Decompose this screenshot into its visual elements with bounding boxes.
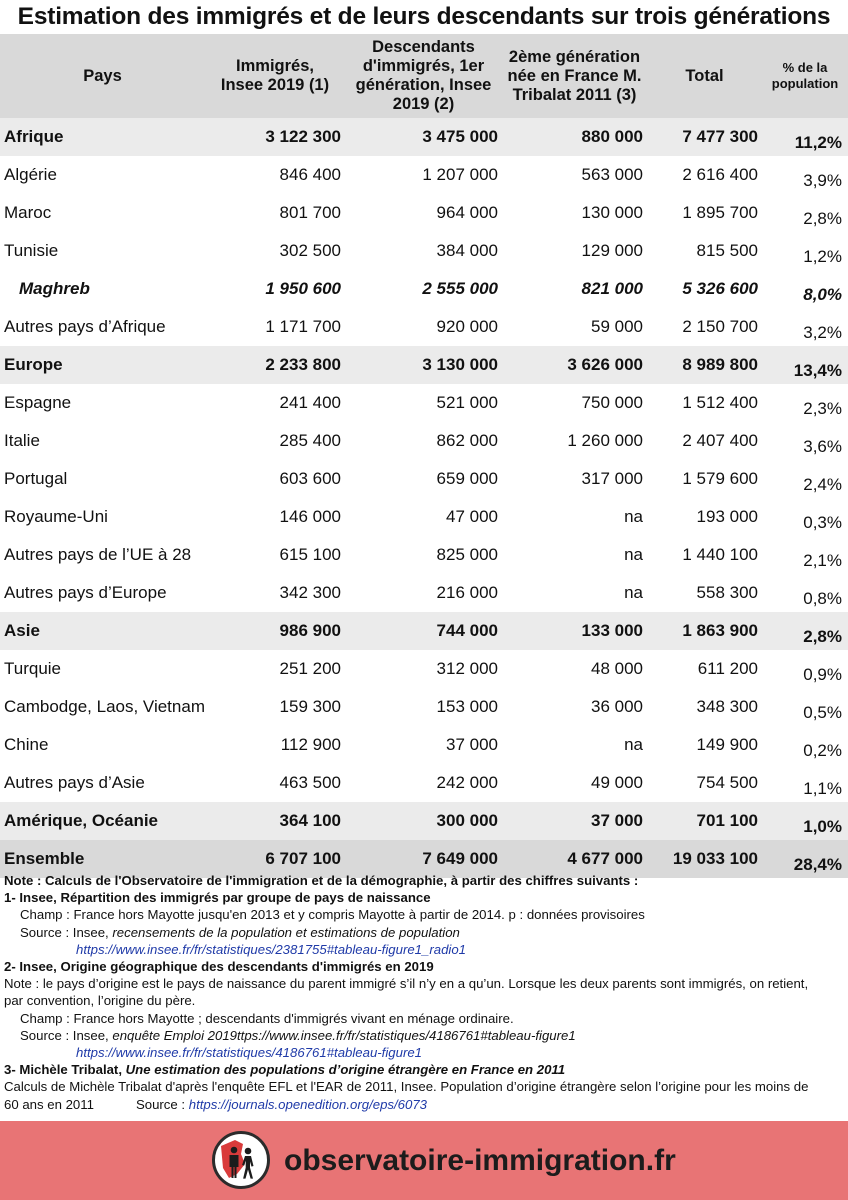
table-row [0, 650, 848, 688]
cell-descendants: 1 207 000 [422, 165, 498, 184]
cell-immigres: 364 100 [279, 811, 341, 830]
note3-text-line2: 60 ans en 2011 Source : https://journals.openedition.org/eps/6073 [4, 1096, 428, 1112]
cell-deuxieme: 130 000 [581, 203, 643, 222]
cell-pct: 0,8% [803, 589, 842, 608]
cell-total: 1 440 100 [682, 545, 758, 564]
cell-total: 19 033 100 [672, 849, 758, 868]
notes-intro: Note : Calculs de l'Observatoire de l'immigration et de la démographie, à partir des chiffres suivants : [4, 873, 639, 888]
cell-immigres: 2 233 800 [265, 355, 341, 374]
cell-pays: Portugal [4, 469, 68, 488]
note1-title: 1- Insee, Répartition des immigrés par groupe de pays de naissance [4, 890, 431, 906]
table-subtotal-row [0, 270, 848, 308]
cell-deuxieme: 4 677 000 [567, 849, 643, 868]
footer-banner [0, 1121, 848, 1200]
cell-deuxieme: 1 260 000 [567, 431, 643, 450]
cell-descendants: 659 000 [436, 469, 498, 488]
note2-note-line2: par convention, l’origine du père. [4, 993, 196, 1009]
people-walking-map-icon [212, 1131, 270, 1189]
page-title: Estimation des immigrés et de leurs descendants sur trois générations [17, 3, 831, 30]
table-row [0, 156, 848, 194]
notes-section [4, 872, 846, 1113]
table-group-row [0, 118, 848, 156]
cell-descendants: 47 000 [446, 507, 498, 526]
header-descendants: Descendants d'immigrés, 1er génération, Insee 2019 (2) [355, 38, 492, 113]
cell-total: 2 407 400 [682, 431, 758, 450]
cell-deuxieme: na [624, 583, 643, 602]
cell-deuxieme: 3 626 000 [567, 355, 643, 374]
table-row [0, 384, 848, 422]
cell-descendants: 384 000 [436, 241, 498, 260]
cell-total: 2 150 700 [682, 317, 758, 336]
cell-deuxieme: 133 000 [581, 621, 643, 640]
table-group-row [0, 612, 848, 650]
cell-pays: Autres pays de l’UE à 28 [4, 545, 192, 564]
cell-descendants: 37 000 [446, 735, 498, 754]
cell-immigres: 986 900 [279, 621, 341, 640]
cell-pays: Italie [4, 431, 40, 450]
table-row [0, 422, 848, 460]
cell-descendants: 300 000 [436, 811, 498, 830]
cell-deuxieme: na [624, 545, 643, 564]
cell-immigres: 3 122 300 [265, 127, 341, 146]
table-row [0, 726, 848, 764]
cell-total: 7 477 300 [682, 127, 758, 146]
header-deuxieme-generation: 2ème génération née en France M. Tribalat 2011 (3) [507, 47, 642, 104]
cell-total: 193 000 [696, 507, 758, 526]
cell-pays: Turquie [4, 659, 62, 678]
cell-deuxieme: 821 000 [581, 279, 643, 298]
cell-pct: 0,9% [803, 665, 842, 684]
header-pct-population: % de la population [771, 60, 839, 91]
cell-pct: 3,6% [803, 437, 842, 456]
cell-pct: 1,1% [803, 779, 842, 798]
table-row [0, 536, 848, 574]
cell-immigres: 1 171 700 [265, 317, 341, 336]
cell-immigres: 801 700 [279, 203, 341, 222]
cell-total: 2 616 400 [682, 165, 758, 184]
cell-pays: Ensemble [4, 849, 85, 868]
cell-pct: 8,0% [803, 285, 842, 304]
cell-descendants: 312 000 [436, 659, 498, 678]
cell-total: 1 895 700 [682, 203, 758, 222]
table-header-row [0, 34, 848, 118]
cell-descendants: 242 000 [436, 773, 498, 792]
note1-source: Source : Insee, recensements de la population et estimations de population [20, 924, 460, 940]
cell-immigres: 463 500 [279, 773, 341, 792]
cell-total: 558 300 [696, 583, 758, 602]
cell-descendants: 7 649 000 [422, 849, 498, 868]
note3-title: 3- Michèle Tribalat, Une estimation des populations d’origine étrangère en France en 2011 [4, 1062, 566, 1078]
cell-total: 611 200 [697, 659, 758, 678]
cell-descendants: 825 000 [436, 545, 498, 564]
cell-immigres: 603 600 [279, 469, 341, 488]
cell-immigres: 846 400 [279, 165, 341, 184]
cell-pays: Afrique [4, 127, 64, 146]
cell-pays: Autres pays d’Europe [4, 583, 167, 602]
table-group-row [0, 346, 848, 384]
note2-source: Source : Insee, enquête Emploi 2019ttps://www.insee.fr/fr/statistiques/4186761#tableau-figure1 [20, 1027, 576, 1043]
cell-total: 5 326 600 [682, 279, 758, 298]
cell-total: 754 500 [696, 773, 758, 792]
table-row [0, 194, 848, 232]
table-row [0, 688, 848, 726]
cell-pct: 2,4% [803, 475, 842, 494]
cell-pays: Autres pays d’Asie [4, 773, 145, 792]
cell-deuxieme: 37 000 [591, 811, 643, 830]
header-immigres: Immigrés, Insee 2019 (1) [220, 57, 330, 94]
cell-pct: 0,2% [803, 741, 842, 760]
cell-pays: Amérique, Océanie [4, 811, 159, 830]
cell-immigres: 251 200 [279, 659, 341, 678]
cell-pct: 2,8% [803, 209, 842, 228]
cell-pct: 3,2% [803, 323, 842, 342]
cell-pays: Maghreb [19, 279, 90, 298]
cell-descendants: 862 000 [436, 431, 498, 450]
cell-descendants: 2 555 000 [422, 279, 498, 298]
cell-deuxieme: na [624, 735, 643, 754]
cell-pct: 0,3% [803, 513, 842, 532]
cell-immigres: 302 500 [279, 241, 341, 260]
cell-pays: Europe [4, 355, 63, 374]
cell-total: 348 300 [696, 697, 758, 716]
cell-descendants: 964 000 [436, 203, 498, 222]
cell-deuxieme: 129 000 [581, 241, 643, 260]
cell-total: 149 900 [696, 735, 758, 754]
cell-immigres: 241 400 [279, 393, 341, 412]
cell-immigres: 6 707 100 [265, 849, 341, 868]
cell-immigres: 159 300 [279, 697, 341, 716]
cell-pays: Asie [4, 621, 40, 640]
cell-deuxieme: na [624, 507, 643, 526]
cell-total: 701 100 [696, 811, 758, 830]
note2-champ: Champ : France hors Mayotte ; descendants d'immigrés vivant en ménage ordinaire. [20, 1010, 514, 1026]
cell-pct: 0,5% [803, 703, 842, 722]
table-row [0, 574, 848, 612]
table-row [0, 460, 848, 498]
table-row [0, 764, 848, 802]
cell-deuxieme: 563 000 [581, 165, 643, 184]
note2-link[interactable]: https://www.insee.fr/fr/statistiques/4186761#tableau-figure1 [76, 1045, 423, 1061]
cell-deuxieme: 317 000 [581, 469, 643, 488]
table-row [0, 498, 848, 536]
cell-pays: Cambodge, Laos, Vietnam [4, 697, 205, 716]
cell-pays: Algérie [4, 165, 57, 184]
cell-descendants: 521 000 [436, 393, 498, 412]
cell-total: 8 989 800 [682, 355, 758, 374]
immigration-table [0, 34, 848, 878]
note3-link[interactable]: https://journals.openedition.org/eps/6073 [188, 1096, 428, 1112]
cell-immigres: 146 000 [279, 507, 341, 526]
cell-deuxieme: 49 000 [591, 773, 643, 792]
cell-immigres: 342 300 [279, 583, 341, 602]
table-row [0, 308, 848, 346]
cell-immigres: 285 400 [279, 431, 341, 450]
note2-title: 2- Insee, Origine géographique des descendants d'immigrés en 2019 [4, 959, 434, 975]
header-total: Total [685, 66, 724, 85]
note2-note-line1: Note : le pays d’origine est le pays de naissance du parent immigré s’il n’y en a qu’un. Lorsque les deux parents sont immigrés, on retient, [4, 976, 809, 992]
cell-descendants: 3 475 000 [422, 127, 498, 146]
cell-immigres: 615 100 [279, 545, 341, 564]
cell-immigres: 1 950 600 [265, 279, 341, 298]
cell-descendants: 153 000 [436, 697, 498, 716]
cell-pct: 28,4% [793, 855, 842, 874]
cell-deuxieme: 880 000 [581, 127, 643, 146]
cell-pays: Chine [4, 735, 49, 754]
cell-descendants: 744 000 [436, 621, 498, 640]
cell-pays: Tunisie [4, 241, 59, 260]
cell-pct: 3,9% [803, 171, 842, 190]
cell-pct: 13,4% [793, 361, 842, 380]
cell-descendants: 216 000 [436, 583, 498, 602]
cell-total: 1 579 600 [682, 469, 758, 488]
cell-total: 1 863 900 [682, 621, 758, 640]
cell-pct: 11,2% [794, 133, 842, 152]
cell-deuxieme: 750 000 [581, 393, 643, 412]
cell-deuxieme: 36 000 [591, 697, 643, 716]
cell-pct: 2,1% [803, 551, 842, 570]
cell-pct: 1,0% [803, 817, 842, 836]
note1-link[interactable]: https://www.insee.fr/fr/statistiques/2381755#tableau-figure1_radio1 [76, 941, 466, 957]
cell-descendants: 3 130 000 [422, 355, 498, 374]
cell-deuxieme: 48 000 [591, 659, 643, 678]
note1-link-line [4, 941, 846, 958]
table-row [0, 232, 848, 270]
cell-immigres: 112 900 [280, 735, 341, 754]
header-pays: Pays [83, 66, 122, 85]
cell-pct: 2,8% [803, 627, 842, 646]
cell-pays: Royaume-Uni [4, 507, 108, 526]
note2-link-line [4, 1044, 846, 1061]
cell-pct: 1,2% [803, 247, 842, 266]
cell-total: 1 512 400 [682, 393, 758, 412]
note1-champ: Champ : France hors Mayotte jusqu'en 2013 et y compris Mayotte à partir de 2014. p : données provisoires [20, 907, 645, 923]
footer-brand: observatoire-immigration.fr [284, 1144, 676, 1177]
cell-descendants: 920 000 [436, 317, 498, 336]
cell-pct: 2,3% [803, 399, 842, 418]
cell-deuxieme: 59 000 [591, 317, 643, 336]
table-group-row [0, 802, 848, 840]
note3-text-line1: Calculs de Michèle Tribalat d'après l'enquête EFL et l'EAR de 2011, Insee. Population d’origine étrangère selon l’origine pour les moins de [4, 1079, 809, 1095]
cell-pays: Maroc [4, 203, 52, 222]
cell-total: 815 500 [696, 241, 758, 260]
cell-pays: Autres pays d’Afrique [4, 317, 166, 336]
cell-pays: Espagne [4, 393, 72, 412]
